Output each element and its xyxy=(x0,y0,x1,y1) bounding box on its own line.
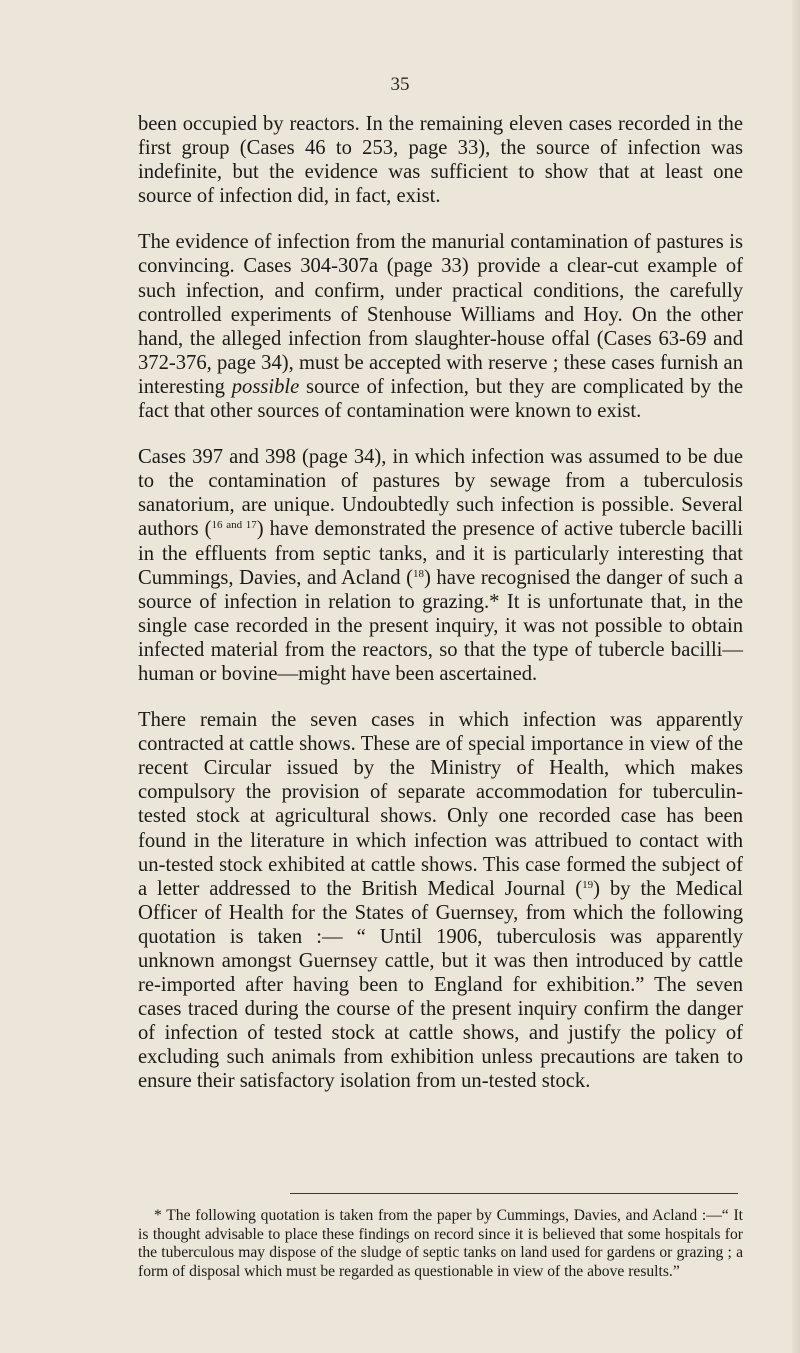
reference-18: 18 xyxy=(413,567,424,580)
footnote-divider xyxy=(290,1193,738,1194)
emphasis-possible: possible xyxy=(231,375,300,398)
footnote-text: * The following quotation is taken from the paper by Cummings, Davies, and Acland :—“ It is thought advisable to place these findings on record since it is believed that some hospitals for the tuberculous may dispose of the sludge of septic tanks on land used for gardens or grazing ; a form of disposal which must be regarded as questionable in view of the above results.” xyxy=(138,1207,743,1280)
body-text xyxy=(138,112,743,1116)
paragraph-3-text-a: Cases 397 and 398 (page 34), in which infection was assumed to be due to the contamination of pastures by sewage from a tuberculosis sanatorium, are unique. Undoubtedly such infection is possible. Several authors ( xyxy=(138,446,743,541)
paragraph-4 xyxy=(138,708,743,1094)
paragraph-2-text-b: source of infection, but they are complicated by the fact that other sources of contamination were known to exist. xyxy=(138,375,743,423)
paragraph-4-text-a: There remain the seven cases in which infection was apparently contracted at cattle shows. These are of special importance in view of the recent Circular issued by the Ministry of Health, which makes compulsory the provision of separate accommodation for tuberculin-tested stock at agricultural shows. Only one recorded case has been found in the literature in which infection was attribued to contact with un-tested stock exhibited at cattle shows. This case formed the subject of a letter addressed to the British Medical Journal ( xyxy=(138,709,743,900)
reference-16: 16 xyxy=(211,519,223,532)
paragraph-1 xyxy=(138,112,743,208)
paragraph-4-text-b: ) by the Medical Officer of Health for the States of Guernsey, from which the following quotation is taken :— “ Until 1906, tuberculosis was apparently unknown amongst Guernsey cattle, but it was then introduced by cattle re-imported after having been to England for exhibition.” The seven cases traced during the course of the present inquiry confirm the danger of infection of tested stock at cattle shows, and justify the policy of excluding such animals from exhibition unless precautions are taken to ensure their satisfactory isolation from un-tested stock. xyxy=(138,877,743,1093)
reference-and: and xyxy=(226,519,243,532)
paragraph-3-text-b: ) have demonstrated the presence of active tubercle bacilli in the effluents from septic tanks, and it is particularly interesting that Cummings, Davies, and Acland ( xyxy=(138,518,744,589)
reference-17: 17 xyxy=(245,519,257,532)
page-number: 35 xyxy=(390,74,410,95)
footnote xyxy=(138,1207,743,1281)
page-edge xyxy=(792,0,800,1353)
paragraph-2-text-a: The evidence of infection from the manurial contamination of pastures is convincing. Cases 304-307a (page 33) provide a clear-cut example of such infection, and confirm, under practical conditions, the carefully controlled experiments of Stenhouse Williams and Hoy. On the other hand, the alleged infection from slaughter-house offal (Cases 63-69 and 372-376, page 34), must be accepted with reserve ; these cases furnish an interesting xyxy=(138,231,743,398)
paragraph-1-text: been occupied by reactors. In the remaining eleven cases recorded in the first group (Cases 46 to 253, page 33), the source of infection was indefinite, but the evidence was sufficient to show that at least one source of infection did, in fact, exist. xyxy=(138,113,743,208)
paragraph-3-text-c: ) have recognised the danger of such a source of infection in relation to grazing.* It is unfortunate that, in the single case recorded in the present inquiry, it was not possible to obtain infected material from the reactors, so that the type of tubercle bacilli—human or bovine—might have been ascertained. xyxy=(138,566,743,685)
paragraph-2 xyxy=(138,230,743,423)
reference-19: 19 xyxy=(582,878,594,891)
paragraph-3 xyxy=(138,445,743,686)
